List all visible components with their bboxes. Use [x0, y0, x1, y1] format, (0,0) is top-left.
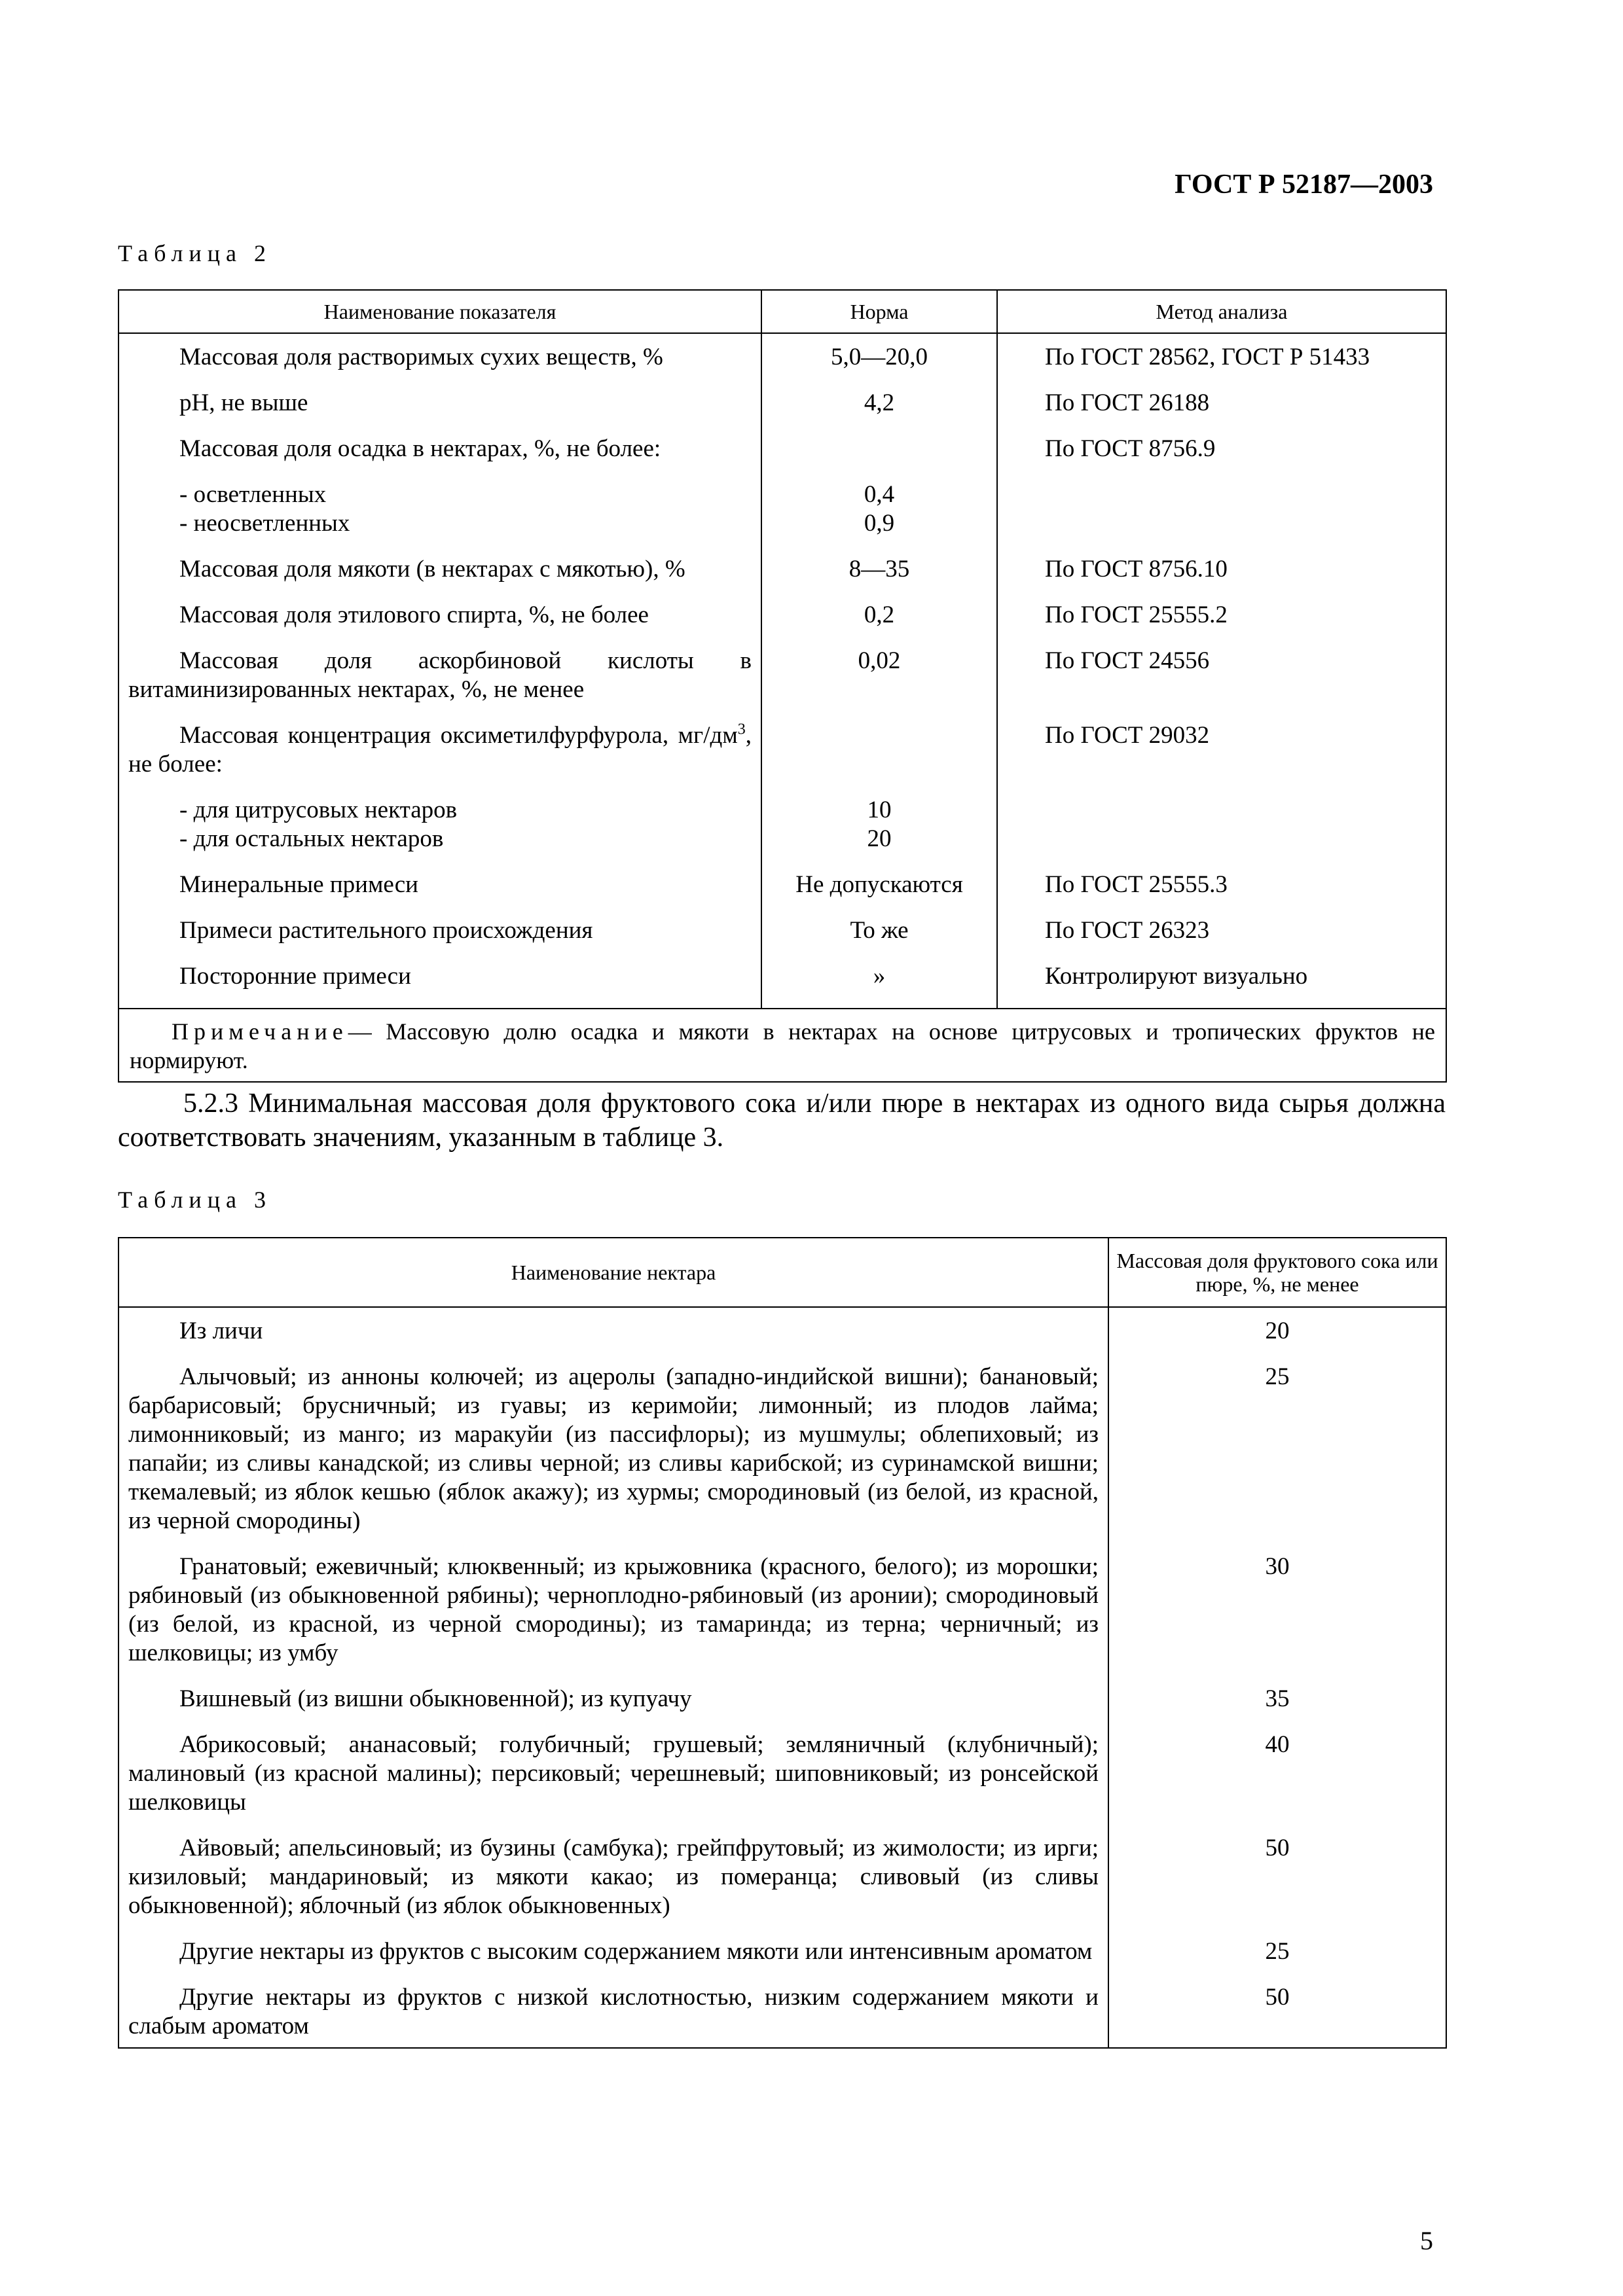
analysis-method: По ГОСТ 25555.3 [997, 870, 1446, 916]
table2-header-row [119, 290, 1446, 333]
nectar-name: Из личи [179, 1318, 263, 1344]
table-row [119, 796, 1446, 870]
analysis-method: Контролируют визуально [997, 962, 1446, 1009]
norm-value: » [761, 962, 997, 1009]
analysis-method: По ГОСТ 24556 [997, 647, 1446, 721]
nectar-name: Другие нектары из фруктов с высоким содержанием мякоти или интенсивным ароматом [179, 1938, 1093, 1965]
norm-value [761, 435, 997, 480]
norm-value: 5,0—20,0 [761, 333, 997, 389]
indicator-name: Массовая доля растворимых сухих веществ, % [179, 344, 663, 370]
paragraph-5-2-3: 5.2.3 Минимальная массовая доля фруктового сока и/или пюре в нектарах из одного вида сырья должна соответствовать значениям, указанным в таблице 3. [118, 1088, 1446, 1153]
indicator-name: pH, не выше [179, 389, 308, 416]
table-note-row [119, 1009, 1446, 1082]
norm-value: 20 [867, 825, 892, 852]
column-header-nectar-name: Наименование нектара [119, 1238, 1108, 1307]
table-row [119, 1363, 1446, 1552]
analysis-method: По ГОСТ 26323 [997, 916, 1446, 962]
juice-share-value: 25 [1108, 1363, 1446, 1552]
norm-value: 8—35 [761, 555, 997, 601]
nectar-name: Айвовый; апельсиновый; из бузины (самбука); грейпфрутовый; из жимолости; из ирги; кизиловый; мандариновый; из мякоти какао; из померанца; сливовый (из сливы обыкновенной); яблочный (из яблок обыкновенных) [128, 1835, 1099, 1919]
indicator-subitem: - для цитрусовых нектаров [179, 797, 458, 823]
indicator-name: Минеральные примеси [179, 871, 418, 898]
norm-value: 10 [867, 797, 892, 823]
nectar-name: Абрикосовый; ананасовый; голубичный; грушевый; земляничный (клубничный); малиновый (из красной малины); персиковый; черешневый; шиповниковый; из ронсейской шелковицы [128, 1731, 1099, 1816]
table3-header-row [119, 1238, 1446, 1307]
indicator-name: Массовая доля осадка в нектарах, %, не более: [179, 435, 661, 462]
nectar-name: Гранатовый; ежевичный; клюквенный; из крыжовника (красного, белого); из морошки; рябиновый (из обыкновенной рябины); черноплодно-рябиновый (из аронии); смородиновый (из белой, из красной, из черной смородины); из тамаринда; из терна; черничный; из шелковицы; из умбу [128, 1553, 1099, 1666]
table-row [119, 389, 1446, 435]
table-row [119, 601, 1446, 647]
document-number: ГОСТ Р 52187—2003 [1175, 170, 1433, 200]
juice-share-value: 30 [1108, 1552, 1446, 1685]
table-row [119, 1307, 1446, 1363]
norm-value: Не допускаются [761, 870, 997, 916]
analysis-method: По ГОСТ 8756.9 [997, 435, 1446, 480]
indicator-name: Массовая доля мякоти (в нектарах с мякотью), % [179, 556, 685, 583]
note-label: Примечание [172, 1018, 348, 1045]
table-row [119, 647, 1446, 721]
table3-caption: Таблица 3 [118, 1187, 272, 1213]
indicator-subitem: - для остальных нектаров [179, 825, 444, 852]
juice-share-value: 50 [1108, 1834, 1446, 1937]
analysis-method: По ГОСТ 26188 [997, 389, 1446, 435]
indicator-name: Массовая доля аскорбиновой кислоты в витаминизированных нектарах, %, не менее [128, 647, 752, 703]
column-header-norm: Норма [761, 290, 997, 333]
analysis-method: По ГОСТ 25555.2 [997, 601, 1446, 647]
table2 [118, 289, 1447, 1083]
norm-value: 0,4 [864, 481, 895, 508]
table-row [119, 333, 1446, 389]
indicator-name: Посторонние примеси [179, 963, 411, 990]
juice-share-value: 40 [1108, 1731, 1446, 1834]
indicator-name: Примеси растительного происхождения [179, 917, 593, 944]
norm-value: 0,2 [761, 601, 997, 647]
nectar-name: Другие нектары из фруктов с низкой кислотностью, низким содержанием мякоти и слабым ароматом [128, 1984, 1099, 2039]
table-row [119, 1731, 1446, 1834]
table-row [119, 1552, 1446, 1685]
indicator-name: Массовая доля этилового спирта, %, не более [179, 601, 649, 628]
indicator-name: Массовая концентрация оксиметилфурфурола, $мг/дм^3$, не более: [128, 721, 752, 778]
table-row [119, 962, 1446, 1009]
table-row [119, 555, 1446, 601]
table-row [119, 1937, 1446, 1983]
norm-value: То же [761, 916, 997, 962]
juice-share-value: 50 [1108, 1983, 1446, 2048]
norm-value: 4,2 [761, 389, 997, 435]
norm-value: 0,9 [864, 510, 895, 537]
norm-value: 0,02 [761, 647, 997, 721]
indicator-subitem: - осветленных [179, 481, 327, 508]
table-note [119, 1009, 1446, 1082]
column-header-juice-share: Массовая доля фруктового сока или пюре, %, не менее [1108, 1238, 1446, 1307]
column-header-indicator: Наименование показателя [119, 290, 761, 333]
juice-share-value: 25 [1108, 1937, 1446, 1983]
analysis-method: По ГОСТ 29032 [997, 721, 1446, 796]
note-text: — Массовую долю осадка и мякоти в нектарах на основе цитрусовых и тропических фруктов не нормируют. [130, 1018, 1435, 1073]
nectar-name: Алычовый; из анноны колючей; из ацеролы (западно-индийской вишни); банановый; барбарисовый; брусничный; из гуавы; из керимойи; лимонный; из плодов лайма; лимонниковый; из манго; из маракуйи (из пассифлоры); из мушмулы; облепиховый; из папайи; из сливы канадской; из сливы черной; из сливы карибской; из суринамской вишни; ткемалевый; из яблок кешью (яблок акажу); из хурмы; смородиновый (из белой, из красной, из черной смородины) [128, 1363, 1099, 1534]
juice-share-value: 20 [1108, 1307, 1446, 1363]
table-row [119, 721, 1446, 796]
juice-share-value: 35 [1108, 1685, 1446, 1731]
table-row [119, 1983, 1446, 2048]
table-row [119, 1834, 1446, 1937]
table-row [119, 916, 1446, 962]
analysis-method: По ГОСТ 28562, ГОСТ Р 51433 [997, 333, 1446, 389]
page-number: 5 [1420, 2226, 1433, 2255]
analysis-method: По ГОСТ 8756.10 [997, 555, 1446, 601]
table3 [118, 1237, 1447, 2049]
table-row [119, 1685, 1446, 1731]
indicator-subitem: - неосветленных [179, 510, 350, 537]
table-row [119, 480, 1446, 555]
nectar-name: Вишневый (из вишни обыкновенной); из купуачу [179, 1685, 692, 1712]
table-row [119, 870, 1446, 916]
table2-caption: Таблица 2 [118, 240, 272, 266]
norm-value [761, 721, 997, 796]
table-row [119, 435, 1446, 480]
column-header-method: Метод анализа [997, 290, 1446, 333]
